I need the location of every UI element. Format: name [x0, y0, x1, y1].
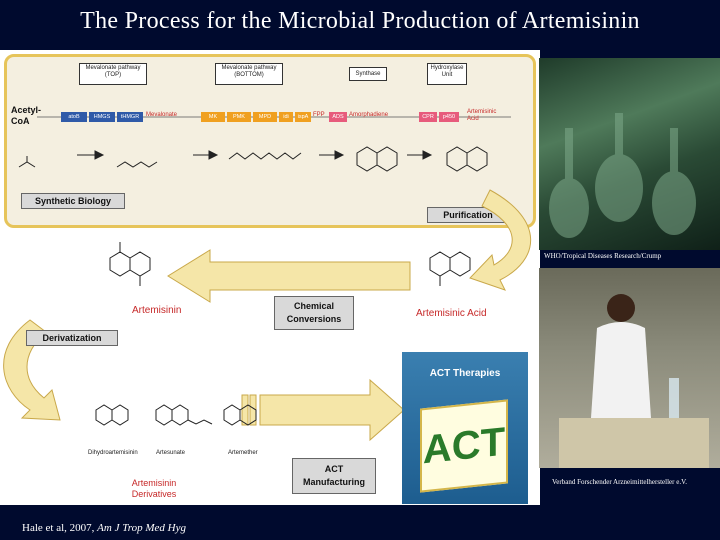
photo-fermentation-flasks — [539, 58, 720, 250]
citation-authors: Hale et al, 2007, — [22, 522, 98, 534]
synthetic-biology-label: Synthetic Biology — [21, 193, 125, 209]
derivative-artemether: Artemether — [228, 450, 258, 456]
citation-journal: Am J Trop Med Hyg — [97, 522, 186, 534]
act-therapies-label: ACT Therapies — [429, 368, 501, 379]
hydroxylase-box: Hydroxylase Unit — [427, 63, 467, 85]
artemisinic-acid-top-label: Artemisinic Acid — [467, 109, 497, 122]
purification-label: Purification — [427, 207, 509, 223]
artemisinin-derivatives-label: Artemisinin Derivatives — [131, 478, 177, 499]
artemisinin-label: Artemisinin — [132, 305, 182, 316]
gene-p450: p450 — [439, 112, 459, 122]
derivatization-label: Derivatization — [26, 330, 118, 346]
act-box — [420, 399, 508, 492]
gene-hmgs: HMGS — [89, 112, 115, 122]
photo-credit-bottom: Verband Forschender Arzneimittelhersteller e.V. — [552, 478, 687, 486]
gene-thmgr: tHMGR — [117, 112, 143, 122]
lab-worker-figure — [539, 268, 720, 468]
right-arrow-to-act — [260, 380, 404, 440]
citation — [22, 522, 186, 534]
amorphadiene-label: Amorphadiene — [349, 112, 389, 118]
gene-atob: atoB — [61, 112, 87, 122]
synthase-box: Synthase — [349, 67, 387, 81]
gene-ispa: ispA — [295, 112, 311, 122]
slide-title: The Process for the Microbial Production of Artemisinin — [80, 8, 640, 34]
artemisinic-acid-label: Artemisinic Acid — [416, 308, 487, 319]
photo-lab-worker — [539, 268, 720, 468]
mevalonate-bottom-box: Mevalonate pathway (BOTTOM) — [215, 63, 283, 85]
flask-shapes — [539, 58, 720, 250]
act-box-label: ACT — [422, 419, 506, 473]
chemical-conversions-label: Chemical Conversions — [274, 296, 354, 330]
gene-idi: idi — [279, 112, 293, 122]
act-therapies-panel — [402, 352, 528, 504]
mevalonate-label: Mevalonate — [146, 112, 178, 118]
act-manufacturing-label: ACT Manufacturing — [292, 458, 376, 494]
artemisinic-acid-structure — [420, 234, 490, 294]
fpp-label: FPP — [313, 112, 325, 118]
process-diagram — [0, 50, 540, 505]
gene-cpr: CPR — [419, 112, 437, 122]
derivative-dihydroartemisinin: Dihydroartemisinin — [88, 450, 138, 456]
gene-pmk: PMK — [227, 112, 251, 122]
derivatives-structures — [90, 390, 270, 450]
derivative-artesunate: Artesunate — [156, 450, 186, 456]
acetyl-coa-label: Acetyl-CoA — [11, 105, 42, 126]
gene-ads: ADS — [329, 112, 347, 122]
artemisinin-structure — [100, 234, 170, 294]
gene-mpd: MPD — [253, 112, 277, 122]
left-arrow-to-artemisinin — [168, 250, 410, 302]
mevalonate-top-box: Mevalonate pathway (TOP) — [79, 63, 147, 85]
photo-credit-top: WHO/Tropical Diseases Research/Crump — [544, 252, 662, 260]
gene-mk: MK — [201, 112, 225, 122]
